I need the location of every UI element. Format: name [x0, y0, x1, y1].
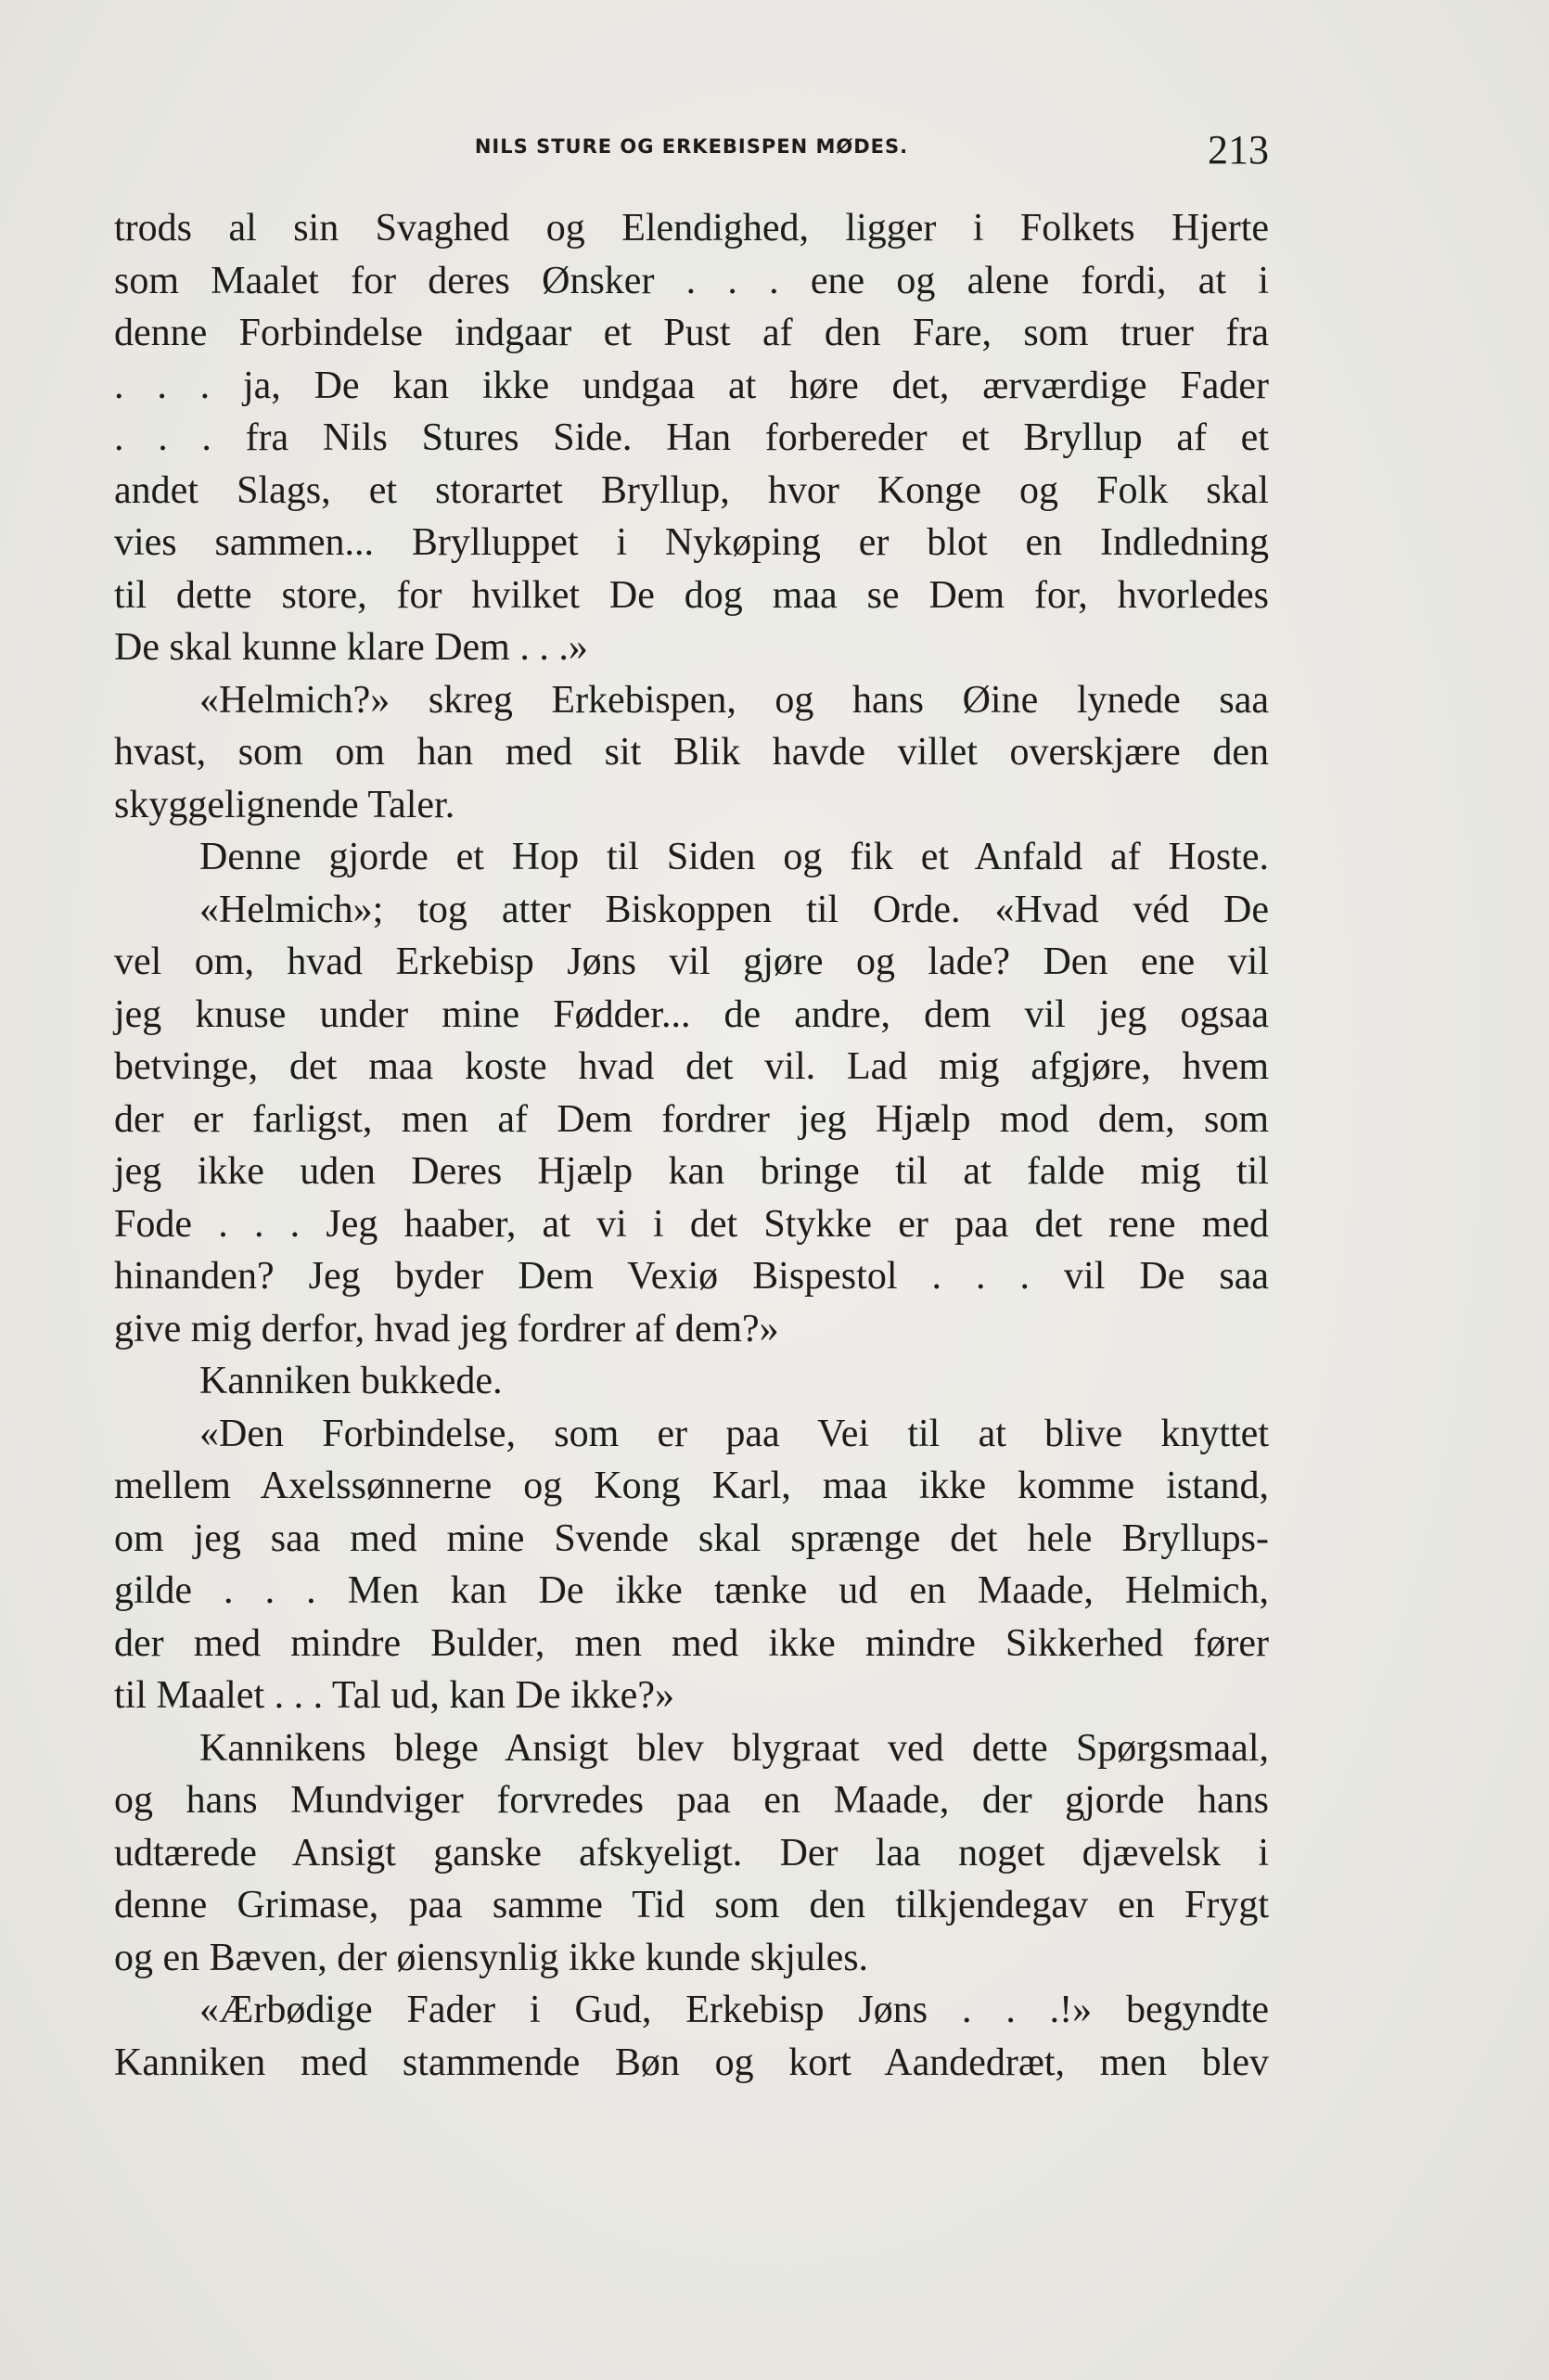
text-line: «Ærbødige Fader i Gud, Erkebisp Jøns . . .!» begyndte: [199, 1989, 1269, 2031]
running-head: [114, 127, 1269, 186]
text-line: Kanniken med stammende Bøn og kort Aandedræt, men blev: [114, 2041, 1269, 2084]
text-line: «Den Forbindelse, som er paa Vei til at blive knyttet: [199, 1412, 1269, 1455]
text-line: der med mindre Bulder, men med ikke mindre Sikkerhed fører: [114, 1621, 1269, 1665]
text-line: Denne gjorde et Hop til Siden og fik et Anfald af Hoste.: [199, 836, 1269, 878]
text-line: . . . fra Nils Stures Side. Han forbereder et Bryllup af et: [114, 416, 1269, 459]
text-line: vel om, hvad Erkebisp Jøns vil gjøre og lade? Den ene vil: [114, 940, 1269, 983]
page-number: 213: [1208, 127, 1269, 173]
text-line: til Maalet . . . Tal ud, kan De ikke?»: [114, 1674, 674, 1717]
running-title: NILS STURE OG ERKEBISPEN MØDES.: [474, 135, 909, 158]
text-line: denne Forbindelse indgaar et Pust af den Fare, som truer fra: [114, 312, 1269, 354]
text-line: jeg knuse under mine Fødder... de andre, dem vil jeg ogsaa: [114, 992, 1269, 1036]
text-line: Fode . . . Jeg haaber, at vi i det Stykke er paa det rene med: [114, 1202, 1269, 1246]
text-line: udtærede Ansigt ganske afskyeligt. Der laa noget djævelsk i: [114, 1831, 1269, 1875]
text-line: trods al sin Svaghed og Elendighed, ligger i Folkets Hjerte: [114, 207, 1269, 250]
text-line: Kanniken bukkede.: [199, 1360, 503, 1402]
text-line: gilde . . . Men kan De ikke tænke ud en Maade, Helmich,: [114, 1569, 1269, 1612]
text-line: hinanden? Jeg byder Dem Vexiø Bispestol . . . vil De saa: [114, 1255, 1269, 1298]
text-line: om jeg saa med mine Svende skal sprænge det hele Bryllups-: [114, 1516, 1269, 1560]
text-line: hvast, som om han med sit Blik havde villet overskjære den: [114, 731, 1269, 774]
text-line: og hans Mundviger forvredes paa en Maade, der gjorde hans: [114, 1779, 1269, 1822]
text-line: Kannikens blege Ansigt blev blygraat ved dette Spørgsmaal,: [199, 1726, 1269, 1770]
text-line: og en Bæven, der øiensynlig ikke kunde skjules.: [114, 1936, 869, 1979]
text-line: jeg ikke uden Deres Hjælp kan bringe til at falde mig til: [114, 1150, 1269, 1193]
text-line: skyggelignende Taler.: [114, 783, 455, 826]
text-line: give mig derfor, hvad jeg fordrer af dem?»: [114, 1307, 779, 1350]
text-line: betvinge, det maa koste hvad det vil. Lad mig afgjøre, hvem: [114, 1045, 1269, 1088]
text-line: andet Slags, et storartet Bryllup, hvor Konge og Folk skal: [114, 468, 1269, 512]
text-line: De skal kunne klare Dem . . .»: [114, 626, 588, 669]
text-line: der er farligst, men af Dem fordrer jeg Hjælp mod dem, som: [114, 1097, 1269, 1141]
text-line: vies sammen... Brylluppet i Nykøping er blot en Indledning: [114, 521, 1269, 564]
body-text: [114, 202, 1269, 2089]
text-line: denne Grimase, paa samme Tid som den tilkjendegav en Frygt: [114, 1884, 1269, 1926]
text-line: som Maalet for deres Ønsker . . . ene og alene fordi, at i: [114, 259, 1269, 302]
text-line: «Helmich?» skreg Erkebispen, og hans Øine lynede saa: [199, 678, 1269, 722]
text-line: «Helmich»; tog atter Biskoppen til Orde. «Hvad véd De: [199, 888, 1269, 931]
text-line: . . . ja, De kan ikke undgaa at høre det, ærværdige Fader: [114, 364, 1269, 407]
text-line: mellem Axelssønnerne og Kong Karl, maa ikke komme istand,: [114, 1465, 1269, 1507]
text-line: til dette store, for hvilket De dog maa se Dem for, hvorledes: [114, 573, 1269, 617]
